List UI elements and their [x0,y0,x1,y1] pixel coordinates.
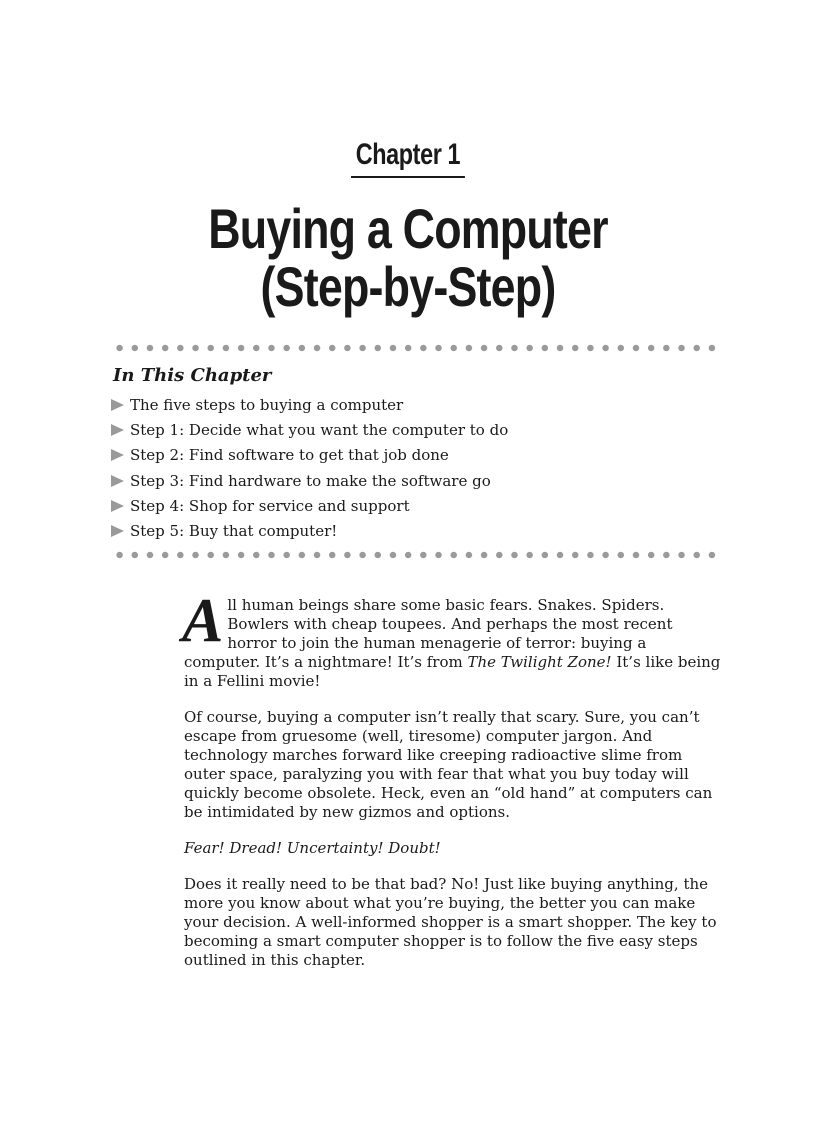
list-item-text: Step 3: Find hardware to make the software go [130,471,491,490]
list-item [110,392,508,417]
list-item-text: Step 4: Shop for service and support [130,496,410,515]
chapter-number-text: Chapter 1 [351,138,465,178]
chapter-body [182,587,724,987]
bullet-triangle-icon [111,525,124,537]
body-paragraph-3 [184,839,724,858]
body-paragraph-1 [182,587,724,691]
paragraph-text: ll human beings share some basic fears. Snakes. Spiders. Bowlers with cheap toupees. And perhaps the most recent horror to join the human menagerie of terror: buying a computer. It’s a nightmare! It’s from [184,596,673,671]
body-paragraph-4: Does it really need to be that bad? No! Just like buying anything, the more you know about what you’re buying, the better you can make your decision. A well-informed shopper is a smart shopper. The key to becoming a smart computer shopper is to follow the five easy steps outlined in this chapter. [184,875,717,969]
drop-cap: A [182,587,224,655]
list-item-text: Step 2: Find software to get that job done [130,446,449,465]
paragraph-italic-text: The Twilight Zone! [467,653,612,671]
list-item-text: The five steps to buying a computer [130,395,404,414]
body-paragraph-2: Of course, buying a computer isn’t really that scary. Sure, you can’t escape from gruesome (well, tiresome) computer jargon. And technology marches forward like creeping radioactive slime from outer space, paralyzing you with fear that what you buy today will quickly become obsolete. Heck, even an “old hand” at computers can be intimidated by new gizmos and options. [184,708,713,821]
list-item [110,443,508,468]
chapter-topics-list [110,392,508,544]
dotted-divider-top [112,343,720,353]
bullet-triangle-icon [111,449,124,461]
paragraph-italic-text: Fear! Dread! Uncertainty! Doubt! [184,839,441,857]
in-this-chapter-heading: In This Chapter [113,365,272,386]
chapter-number [0,138,816,178]
bullet-triangle-icon [111,475,124,487]
list-item [110,518,508,543]
list-item [110,493,508,518]
dotted-divider-bottom [112,550,720,560]
bullet-triangle-icon [111,424,124,436]
bullet-triangle-icon [111,399,124,411]
bullet-triangle-icon [111,500,124,512]
list-item [110,417,508,442]
list-item-text: Step 1: Decide what you want the computer to do [130,420,509,439]
chapter-title-line-1: Buying a Computer [208,197,608,260]
chapter-title-line-2: (Step-by-Step) [260,255,556,318]
chapter-title [0,197,816,318]
list-item-text: Step 5: Buy that computer! [130,522,338,541]
paragraph-text: It’s like being in a Fellini movie! [184,653,721,690]
list-item [110,468,508,493]
